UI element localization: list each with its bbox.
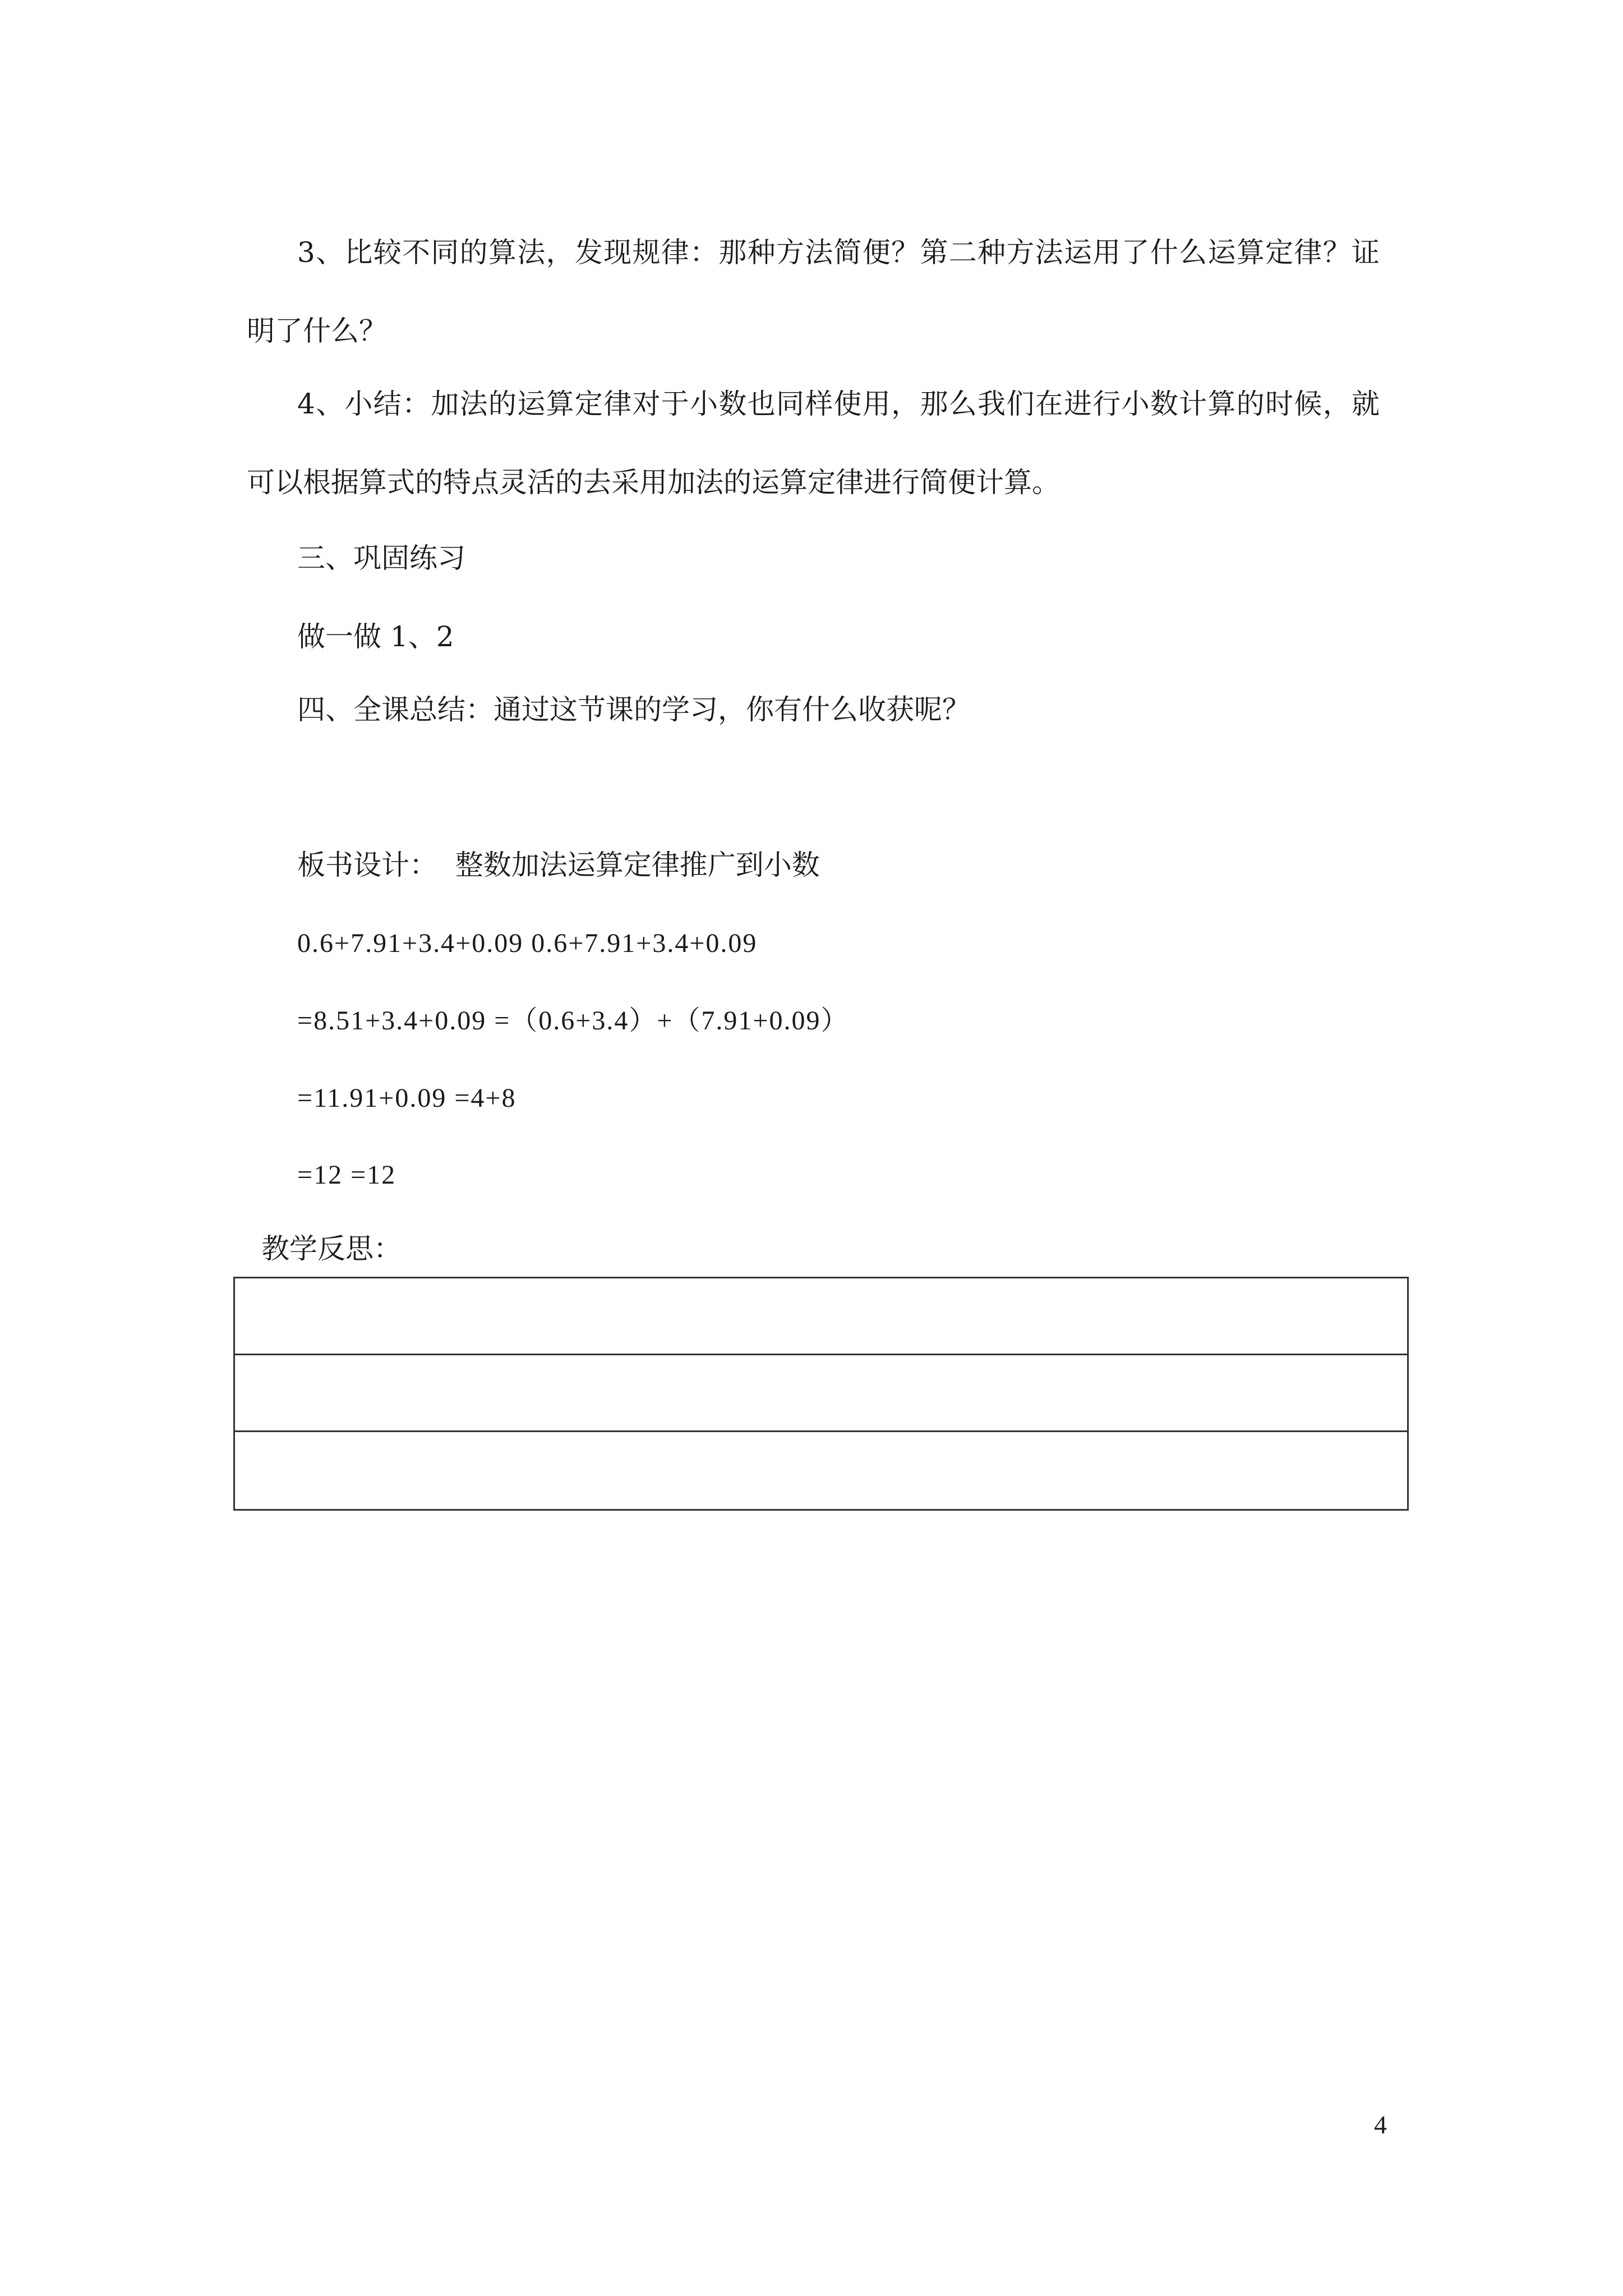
- board-line-4: =12 =12: [297, 1160, 396, 1190]
- board-design-title: 板书设计： 整数加法运算定律推广到小数: [297, 849, 820, 881]
- board-line-1: 0.6+7.91+3.4+0.09 0.6+7.91+3.4+0.09: [297, 928, 758, 958]
- board-line-3: =11.91+0.09 =4+8: [297, 1083, 517, 1113]
- reflection-row: [235, 1278, 1407, 1355]
- paragraph-step-3: 3、比较不同的算法，发现规律：那种方法简便？第二种方法运用了什么运算定律？证明了什么？: [247, 236, 1380, 347]
- board-line-2: =8.51+3.4+0.09 =（0.6+3.4）+（7.91+0.09）: [297, 1006, 849, 1036]
- reflection-label: 教学反思：: [261, 1232, 402, 1265]
- lesson-summary: 四、全课总结：通过这节课的学习，你有什么收获呢？: [297, 693, 970, 726]
- practice-heading: 三、巩固练习: [297, 542, 465, 574]
- reflection-row: [235, 1355, 1407, 1432]
- reflection-table: [233, 1277, 1409, 1511]
- page-number: 4: [1374, 2110, 1387, 2139]
- reflection-row: [235, 1432, 1407, 1509]
- paragraph-summary-4: 4、小结：加法的运算定律对于小数也同样使用，那么我们在进行小数计算的时候，就可以根据算式的特点灵活的去采用加法的运算定律进行简便计算。: [247, 388, 1380, 499]
- practice-item: 做一做 1、2: [297, 620, 454, 653]
